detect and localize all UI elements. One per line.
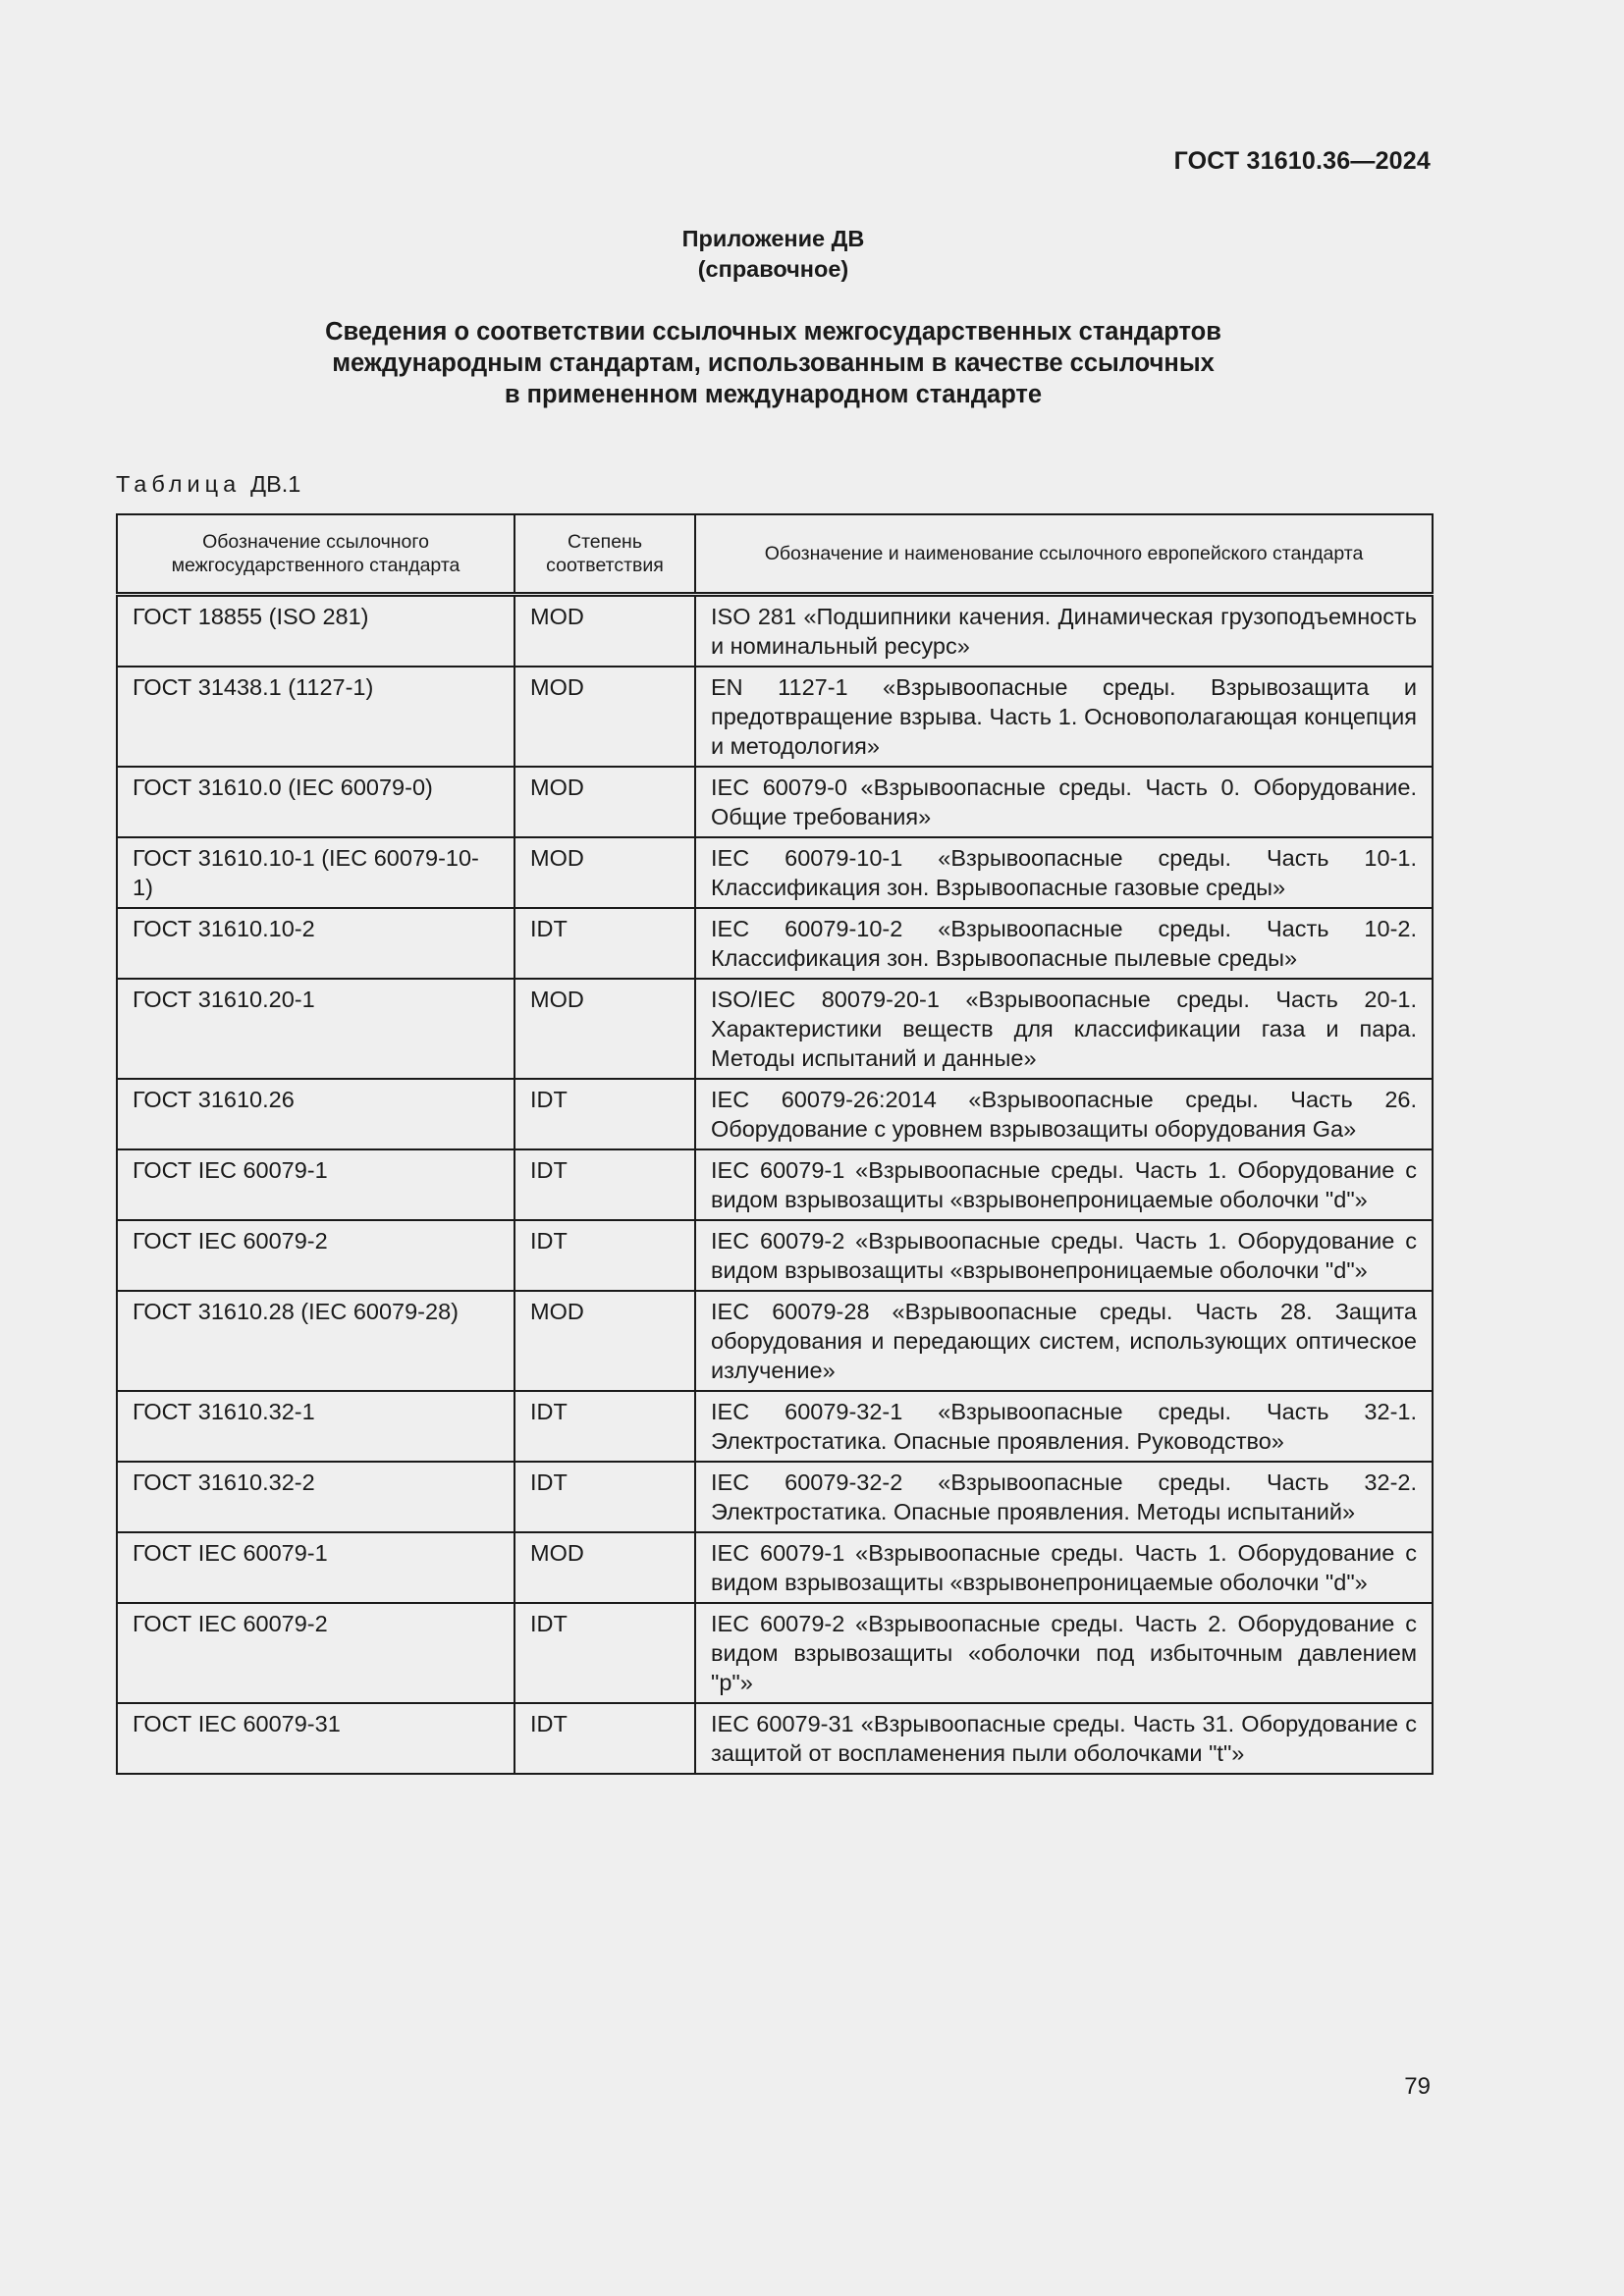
ref-standard-cell: ГОСТ 31610.32-1	[117, 1391, 514, 1462]
european-standard-cell: IEC 60079-28 «Взрывоопасные среды. Часть 28. Защита оборудования и передающих систем, использующих оптическое излучение»	[695, 1291, 1433, 1391]
european-standard-cell: IEC 60079-10-1 «Взрывоопасные среды. Часть 10-1. Классификация зон. Взрывоопасные газовые среды»	[695, 837, 1433, 908]
degree-cell: IDT	[514, 1220, 695, 1291]
degree-cell: MOD	[514, 1291, 695, 1391]
ref-standard-cell: ГОСТ 31610.26	[117, 1079, 514, 1149]
table-row	[117, 1532, 1433, 1603]
ref-standard-cell: ГОСТ IEC 60079-2	[117, 1603, 514, 1703]
table-row	[117, 595, 1433, 667]
european-standard-cell: IEC 60079-10-2 «Взрывоопасные среды. Часть 10-2. Классификация зон. Взрывоопасные пылевые среды»	[695, 908, 1433, 979]
ref-standard-cell: ГОСТ 31610.32-2	[117, 1462, 514, 1532]
european-standard-cell: IEC 60079-32-1 «Взрывоопасные среды. Часть 32-1. Электростатика. Опасные проявления. Руководство»	[695, 1391, 1433, 1462]
section-title	[0, 316, 1546, 410]
table-row	[117, 979, 1433, 1079]
degree-cell: MOD	[514, 837, 695, 908]
table-row	[117, 1391, 1433, 1462]
degree-cell: MOD	[514, 1532, 695, 1603]
degree-cell: MOD	[514, 979, 695, 1079]
table-row	[117, 767, 1433, 837]
table-row	[117, 1703, 1433, 1774]
european-standard-cell: IEC 60079-1 «Взрывоопасные среды. Часть 1. Оборудование с видом взрывозащиты «взрывонепроницаемые оболочки "d"»	[695, 1532, 1433, 1603]
appendix-type: (справочное)	[697, 256, 849, 282]
european-standard-cell: ISO 281 «Подшипники качения. Динамическая грузоподъемность и номинальный ресурс»	[695, 595, 1433, 667]
table-caption	[116, 471, 300, 498]
table-row	[117, 667, 1433, 767]
degree-cell: MOD	[514, 667, 695, 767]
header-european-standard: Обозначение и наименование ссылочного европейского стандарта	[695, 514, 1433, 595]
table-row	[117, 837, 1433, 908]
table-row	[117, 908, 1433, 979]
ref-standard-cell: ГОСТ 18855 (ISO 281)	[117, 595, 514, 667]
table-caption-word: Таблица	[116, 471, 242, 497]
european-standard-cell: IEC 60079-0 «Взрывоопасные среды. Часть 0. Оборудование. Общие требования»	[695, 767, 1433, 837]
degree-cell: IDT	[514, 1079, 695, 1149]
table-row	[117, 1220, 1433, 1291]
header-ref-standard: Обозначение ссылочного межгосударственного стандарта	[117, 514, 514, 595]
degree-cell: IDT	[514, 1149, 695, 1220]
ref-standard-cell: ГОСТ 31610.10-1 (IEC 60079-10-1)	[117, 837, 514, 908]
degree-cell: IDT	[514, 1703, 695, 1774]
degree-cell: IDT	[514, 1603, 695, 1703]
table-caption-id: ДВ.1	[250, 471, 301, 497]
header-degree: Степень соответствия	[514, 514, 695, 595]
degree-cell: IDT	[514, 908, 695, 979]
ref-standard-cell: ГОСТ IEC 60079-1	[117, 1532, 514, 1603]
european-standard-cell: IEC 60079-26:2014 «Взрывоопасные среды. Часть 26. Оборудование с уровнем взрывозащиты оборудования Ga»	[695, 1079, 1433, 1149]
european-standard-cell: EN 1127-1 «Взрывоопасные среды. Взрывозащита и предотвращение взрыва. Часть 1. Основополагающая концепция и методология»	[695, 667, 1433, 767]
degree-cell: MOD	[514, 767, 695, 837]
european-standard-cell: IEC 60079-1 «Взрывоопасные среды. Часть 1. Оборудование с видом взрывозащиты «взрывонепроницаемые оболочки "d"»	[695, 1149, 1433, 1220]
european-standard-cell: ISO/IEC 80079-20-1 «Взрывоопасные среды. Часть 20-1. Характеристики веществ для классификации газа и пара. Методы испытаний и данные»	[695, 979, 1433, 1079]
table-row	[117, 1079, 1433, 1149]
ref-standard-cell: ГОСТ 31610.20-1	[117, 979, 514, 1079]
european-standard-cell: IEC 60079-31 «Взрывоопасные среды. Часть 31. Оборудование с защитой от воспламенения пыли оболочками "t"»	[695, 1703, 1433, 1774]
european-standard-cell: IEC 60079-2 «Взрывоопасные среды. Часть 2. Оборудование с видом взрывозащиты «оболочки под избыточным давлением "p"»	[695, 1603, 1433, 1703]
degree-cell: IDT	[514, 1462, 695, 1532]
table-header-row	[117, 514, 1433, 595]
ref-standard-cell: ГОСТ IEC 60079-1	[117, 1149, 514, 1220]
ref-standard-cell: ГОСТ IEC 60079-2	[117, 1220, 514, 1291]
ref-standard-cell: ГОСТ 31610.28 (IEC 60079-28)	[117, 1291, 514, 1391]
ref-standard-cell: ГОСТ IEC 60079-31	[117, 1703, 514, 1774]
ref-standard-cell: ГОСТ 31610.0 (IEC 60079-0)	[117, 767, 514, 837]
table-row	[117, 1149, 1433, 1220]
table-row	[117, 1462, 1433, 1532]
appendix-label: Приложение ДВ	[681, 226, 865, 251]
european-standard-cell: IEC 60079-32-2 «Взрывоопасные среды. Часть 32-2. Электростатика. Опасные проявления. Методы испытаний»	[695, 1462, 1433, 1532]
ref-standard-cell: ГОСТ 31610.10-2	[117, 908, 514, 979]
european-standard-cell: IEC 60079-2 «Взрывоопасные среды. Часть 1. Оборудование с видом взрывозащиты «взрывонепроницаемые оболочки "d"»	[695, 1220, 1433, 1291]
title-line-2: международным стандартам, использованным в качестве ссылочных	[332, 349, 1215, 377]
degree-cell: IDT	[514, 1391, 695, 1462]
table-row	[117, 1603, 1433, 1703]
table-body	[117, 595, 1433, 1775]
appendix-heading	[0, 224, 1546, 285]
degree-cell: MOD	[514, 595, 695, 667]
title-line-1: Сведения о соответствии ссылочных межгосударственных стандартов	[325, 318, 1221, 346]
standards-table	[116, 513, 1434, 1775]
table-row	[117, 1291, 1433, 1391]
ref-standard-cell: ГОСТ 31438.1 (1127-1)	[117, 667, 514, 767]
document-code: ГОСТ 31610.36—2024	[1173, 147, 1431, 175]
page-number: 79	[1404, 2073, 1431, 2100]
title-line-3: в примененном международном стандарте	[504, 381, 1043, 408]
